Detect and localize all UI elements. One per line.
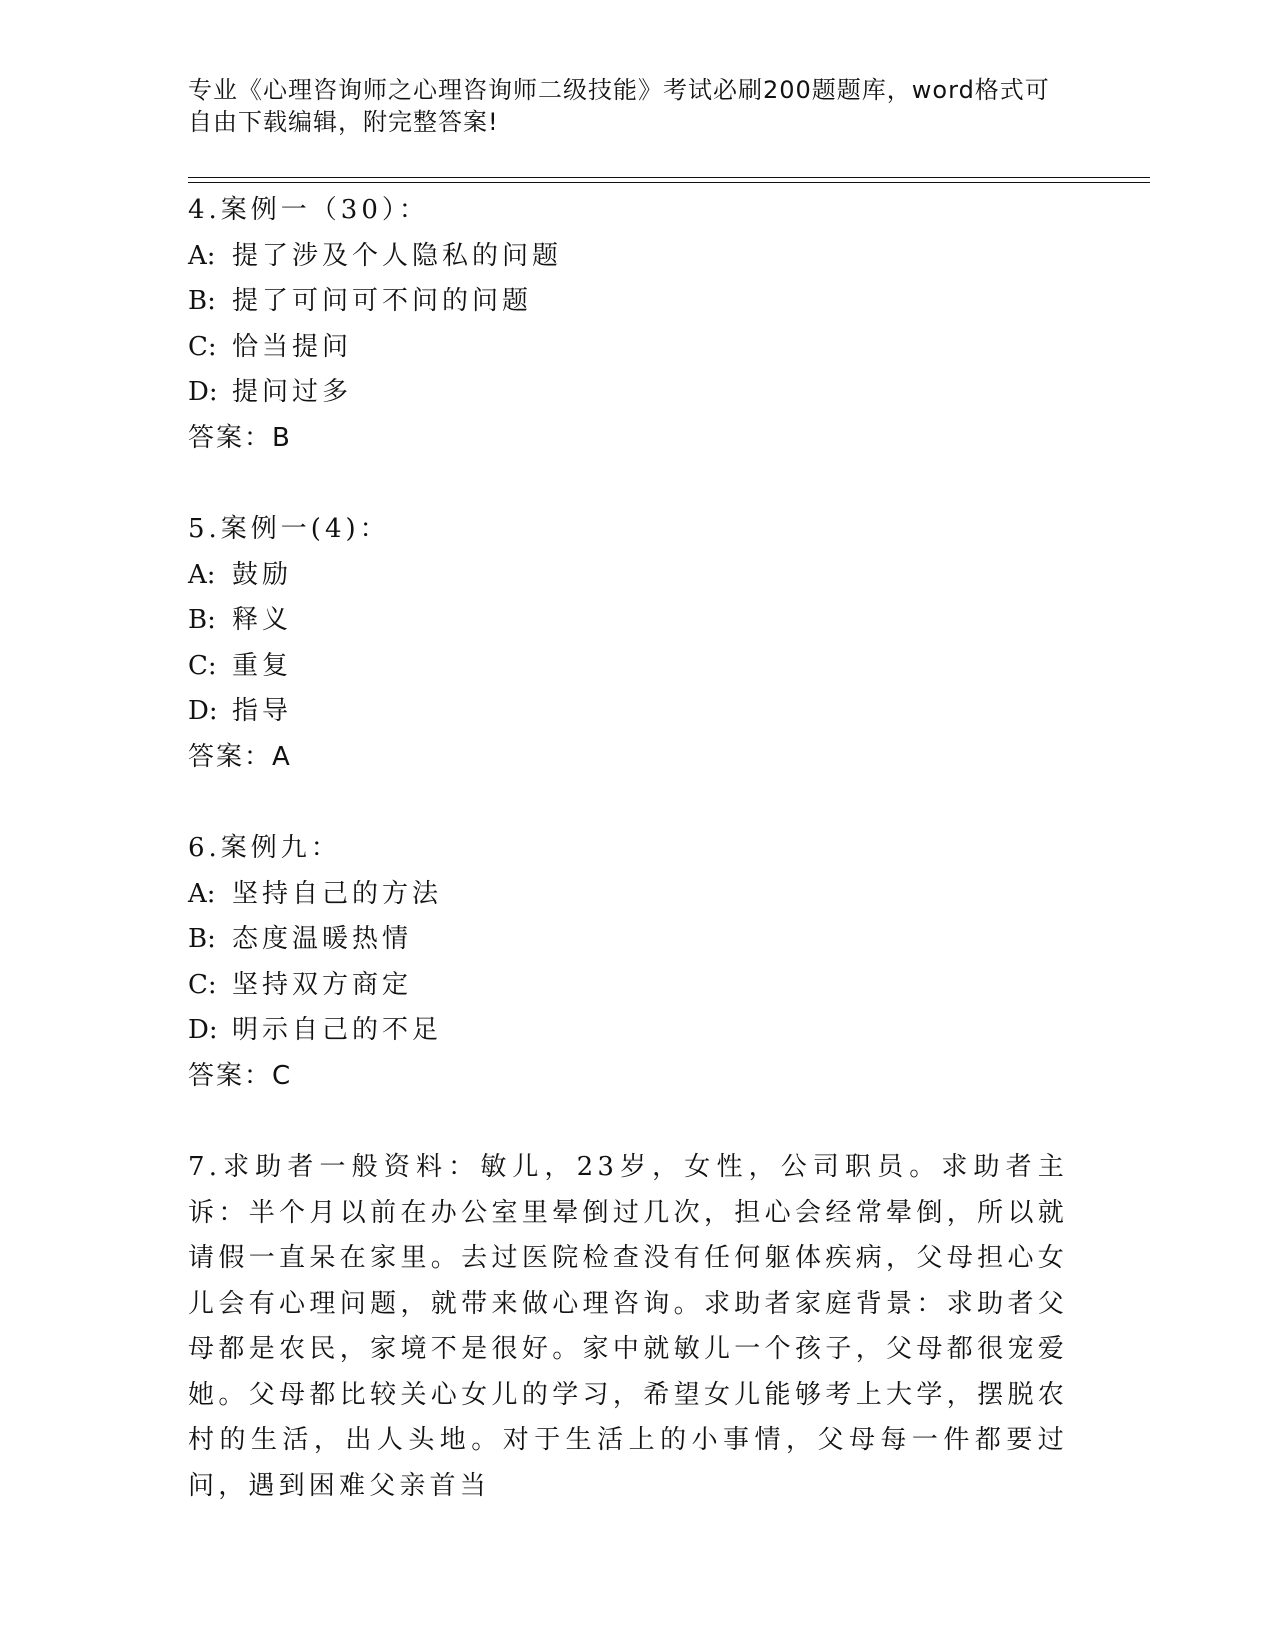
option-letter: C:: [188, 331, 217, 362]
question-5: [188, 507, 1068, 780]
question-stem: 5.案例一(4)：: [188, 514, 390, 544]
question-7-text: 7.求助者一般资料：敏儿，23岁，女性，公司职员。求助者主诉：半个月以前在办公室里晕倒过几次，担心会经常晕倒，所以就请假一直呆在家里。去过医院检查没有任何躯体疾病，父母担心女儿会有心理问题，就带来做心理咨询。求助者家庭背景：求助者父母都是农民，家境不是很好。家中就敏儿一个孩子，父母都很宠爱她。父母都比较关心女儿的学习，希望女儿能够考上大学，摆脱农村的生活，出人头地。对于生活上的小事情，父母每一件都要过问，遇到困难父亲首当: [188, 1152, 1068, 1501]
question-4: [188, 188, 1068, 461]
question-stem: 4.案例一（30）：: [188, 195, 429, 225]
option-d: [188, 1008, 1068, 1054]
option-a: [188, 553, 1068, 599]
option-c: [188, 963, 1068, 1009]
option-letter: A:: [188, 559, 216, 590]
option-letter: B:: [188, 924, 216, 954]
option-c: [188, 325, 1068, 371]
option-text: 提了可问可不问的问题: [232, 286, 533, 316]
option-text: 坚持双方商定: [232, 969, 413, 1000]
option-letter: A:: [188, 878, 216, 909]
option-letter: D:: [188, 1015, 218, 1045]
option-d: [188, 689, 1068, 735]
document-header: 专业《心理咨询师之心理咨询师二级技能》考试必刷200题题库，word格式可自由下载编辑，附完整答案!: [188, 76, 1050, 136]
answer-line: 答案：C: [188, 1060, 293, 1091]
option-text: 提了涉及个人隐私的问题: [232, 240, 563, 271]
option-b: [188, 598, 1068, 644]
option-text: 指导: [232, 696, 293, 726]
option-text: 重复: [232, 650, 293, 681]
option-a: [188, 872, 1068, 918]
option-text: 恰当提问: [232, 331, 353, 362]
option-letter: B:: [188, 286, 216, 316]
option-b: [188, 279, 1068, 325]
option-text: 坚持自己的方法: [232, 878, 443, 909]
option-letter: D:: [188, 696, 218, 726]
option-text: 提问过多: [232, 377, 353, 407]
header-divider-top: [188, 177, 1150, 178]
answer-line: 答案：B: [188, 422, 292, 453]
option-d: [188, 370, 1068, 416]
option-text: 明示自己的不足: [232, 1015, 443, 1045]
option-text: 鼓励: [232, 559, 293, 590]
option-c: [188, 644, 1068, 690]
option-text: 释义: [232, 605, 293, 635]
answer-line: 答案：A: [188, 741, 292, 772]
option-letter: A:: [188, 240, 216, 271]
option-letter: C:: [188, 650, 217, 681]
question-6: [188, 826, 1068, 1099]
option-letter: D:: [188, 377, 218, 407]
option-letter: B:: [188, 605, 216, 635]
header-divider-bottom: [188, 182, 1150, 183]
question-stem: 6.案例九：: [188, 833, 341, 863]
option-letter: C:: [188, 969, 217, 1000]
option-text: 态度温暖热情: [232, 924, 413, 954]
question-list: [188, 188, 1068, 1509]
option-b: [188, 917, 1068, 963]
option-a: [188, 234, 1068, 280]
